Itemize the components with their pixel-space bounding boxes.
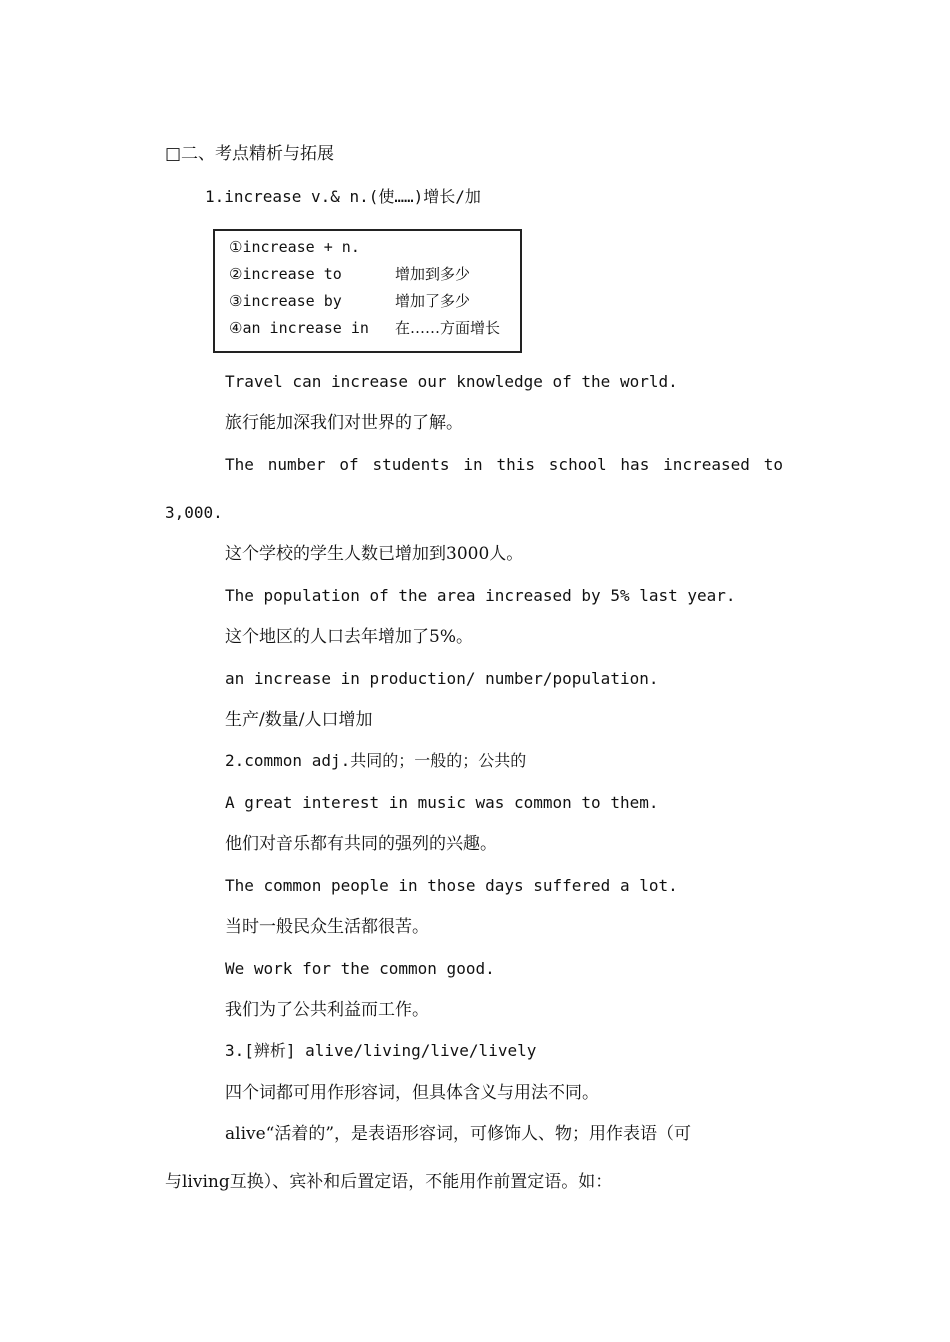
word: this	[496, 455, 535, 474]
word: of	[339, 455, 359, 474]
example-en: an increase in production/ number/population.	[225, 669, 659, 688]
word: in	[463, 455, 483, 474]
example-zh: 这个地区的人口去年增加了5%。	[225, 627, 473, 647]
example-zh: 生产/数量/人口增加	[225, 710, 373, 730]
usage-box	[213, 229, 522, 353]
usage-meaning: 增加到多少	[395, 265, 471, 283]
example-en: The population of the area increased by 5% last year.	[225, 586, 736, 605]
item1-title: 1.increase v.& n.(使……)增长/加	[205, 187, 481, 206]
word: has	[620, 455, 650, 474]
example-zh: 当时一般民众生活都很苦。	[225, 917, 429, 937]
example-en: The common people in those days suffered a lot.	[225, 876, 678, 895]
example-zh: 旅行能加深我们对世界的了解。	[225, 413, 463, 433]
item2-title: 2.common adj.共同的；一般的；公共的	[225, 751, 527, 770]
example-en-continuation: 3,000.	[165, 503, 223, 522]
example-en-justified	[225, 454, 783, 476]
usage-pattern: ②increase to	[229, 265, 342, 283]
example-en: A great interest in music was common to them.	[225, 793, 659, 812]
item3-description: 四个词都可用作形容词，但具体含义与用法不同。	[225, 1083, 599, 1103]
usage-meaning: 增加了多少	[395, 292, 471, 310]
item3-title: 3.[辨析] alive/living/live/lively	[225, 1041, 537, 1060]
word: increased	[663, 455, 750, 474]
usage-pattern: ①increase + n.	[229, 238, 360, 256]
usage-pattern: ④an increase in	[229, 319, 369, 337]
alive-description-text: alive“活着的”，是表语形容词，可修饰人、物；用作表语（可	[225, 1124, 692, 1144]
word: to	[763, 455, 783, 474]
example-en: Travel can increase our knowledge of the world.	[225, 372, 678, 391]
usage-row	[229, 318, 500, 338]
example-zh: 这个学校的学生人数已增加到3000人。	[225, 544, 524, 564]
example-en: We work for the common good.	[225, 959, 495, 978]
usage-pattern: ③increase by	[229, 292, 342, 310]
section-heading: □二、考点精析与拓展	[165, 144, 335, 164]
word: students	[372, 455, 450, 474]
alive-description-line1	[225, 1123, 783, 1145]
word: The	[225, 455, 254, 474]
usage-row	[229, 291, 470, 311]
usage-row	[229, 264, 470, 284]
example-zh: 我们为了公共利益而工作。	[225, 1000, 429, 1020]
alive-description-line2: 与living互换）、宾补和后置定语，不能用作前置定语。如：	[165, 1172, 613, 1192]
usage-meaning: 在……方面增长	[395, 319, 501, 337]
usage-row	[229, 237, 395, 257]
example-zh: 他们对音乐都有共同的强列的兴趣。	[225, 834, 497, 854]
word: number	[267, 455, 326, 474]
word: school	[548, 455, 607, 474]
